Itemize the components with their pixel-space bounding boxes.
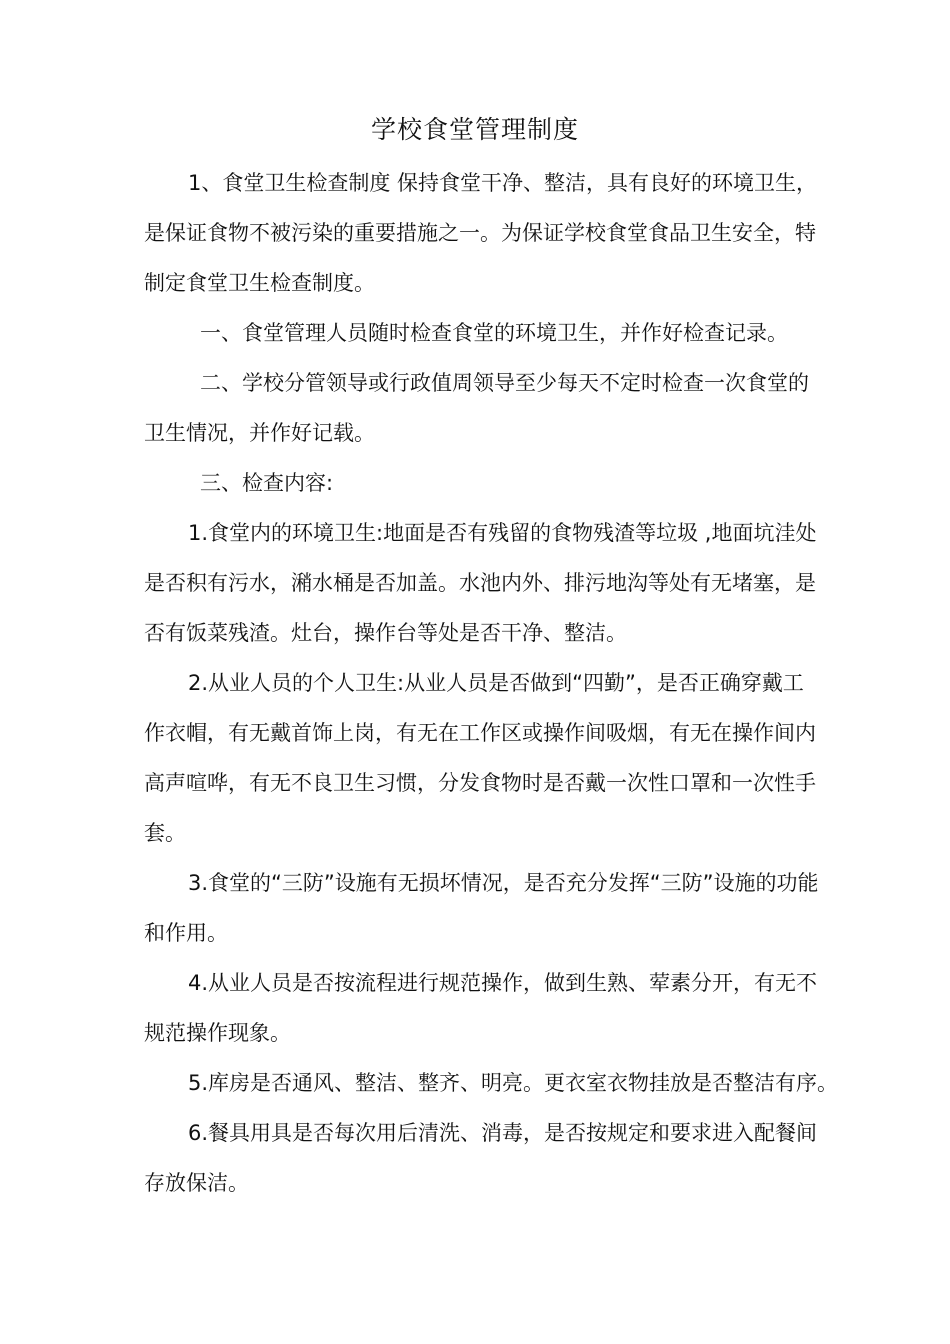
- paragraph-check-5: 5.库房是否通风、整洁、整齐、明亮。更衣室衣物挂放是否整洁有序。: [188, 1071, 839, 1095]
- paragraph-check-6: 6.餐具用具是否每次用后清洗、消毒，是否按规定和要求进入配餐间存放保洁。: [144, 1121, 818, 1195]
- paragraph-check-2: 2.从业人员的个人卫生:从业人员是否做到“四勤”，是否正确穿戴工作衣帽，有无戴首饰上岗，有无在工作区或操作间吸烟，有无在操作间内高声喧哗，有无不良卫生习惯，分发食物时是否戴一次性口罩和一次性手套。: [144, 671, 816, 845]
- paragraph-item-2: 二、学校分管领导或行政值周领导至少每天不定时检查一次食堂的卫生情况，并作好记载。: [144, 371, 809, 445]
- paragraph-item-3: 三、检查内容:: [200, 471, 334, 495]
- paragraph-intro: 1、食堂卫生检查制度 保持食堂干净、整洁，具有良好的环境卫生，是保证食物不被污染的重要措施之一。为保证学校食堂食品卫生安全，特制定食堂卫生检查制度。: [144, 171, 818, 295]
- paragraph-check-1: 1.食堂内的环境卫生:地面是否有残留的食物残渣等垃圾 ,地面坑洼处是否积有污水，潲水桶是否加盖。水池内外、排污地沟等处有无堵塞，是否有饭菜残渣。灶台，操作台等处是否干净、整洁。: [144, 521, 817, 645]
- paragraph-check-3: 3.食堂的“三防”设施有无损坏情况，是否充分发挥“三防”设施的功能和作用。: [144, 871, 819, 945]
- document-title: 学校食堂管理制度: [370, 115, 579, 144]
- document-body: [144, 158, 839, 1208]
- paragraph-item-1: 一、食堂管理人员随时检查食堂的环境卫生，并作好检查记录。: [200, 321, 788, 345]
- paragraph-check-4: 4.从业人员是否按流程进行规范操作，做到生熟、荤素分开，有无不规范操作现象。: [144, 971, 818, 1045]
